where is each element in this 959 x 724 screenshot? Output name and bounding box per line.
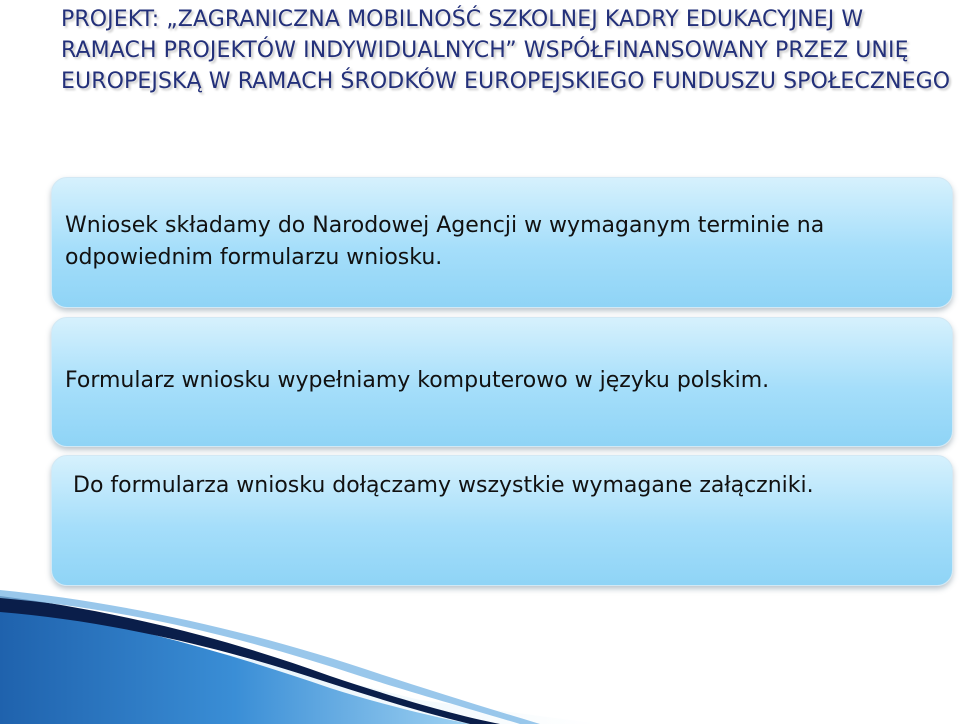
info-box-text: Wniosek składamy do Narodowej Agencji w wymaganym terminie na odpowiednim formularzu wniosku.: [65, 213, 825, 270]
info-box-language: [51, 317, 953, 447]
info-box-attachments: [51, 455, 953, 586]
info-box-submission: [51, 177, 953, 308]
info-box-text: Formularz wniosku wypełniamy komputerowo w języku polskim.: [65, 368, 770, 393]
slide-title: PROJEKT: „ZAGRANICZNA MOBILNOŚĆ SZKOLNEJ KADRY EDUKACYJNEJ W RAMACH PROJEKTÓW INDYWIDUALNYCH” WSPÓŁFINANSOWANY PRZEZ UNIĘ EUROPEJSKĄ W RAMACH ŚRODKÓW EUROPEJSKIEGO FUNDUSZU SPOŁECZNEGO: [61, 7, 951, 94]
info-box-text: Do formularza wniosku dołączamy wszystkie wymagane załączniki.: [73, 473, 814, 498]
decorative-swoosh: [0, 590, 959, 724]
